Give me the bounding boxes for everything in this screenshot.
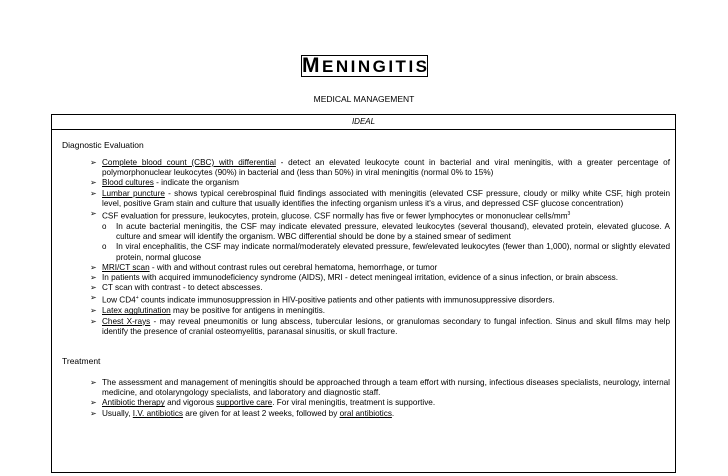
list-item (90, 263, 670, 273)
latex-text: may be positive for antigens in meningitis. (170, 306, 326, 316)
csf-superscript: 3 (567, 211, 571, 218)
arrow-bullet-icon: ➢ (90, 158, 97, 167)
title-rest: ENINGITIS (322, 57, 430, 76)
treatment-item3-post: . (391, 408, 395, 418)
arrow-bullet-icon: ➢ (90, 188, 97, 198)
list-item (90, 409, 670, 419)
cd4-superscript: + (135, 295, 139, 302)
arrow-bullet-icon: ➢ (90, 293, 97, 303)
document-title (301, 55, 428, 77)
list-item (90, 178, 670, 188)
document-subtitle: MEDICAL MANAGEMENT (313, 94, 415, 104)
arrow-bullet-icon: ➢ (90, 398, 97, 408)
cbc-text: - detect an elevated leukocyte count in bacterial and viral meningitis, with a greater percentage of polymorphonuclear leukocytes (90%) in bacterial and (less than 50%) in viral meningitis (normal 0% to 15%) (102, 158, 670, 178)
title-initial: M (302, 54, 322, 77)
list-item (90, 293, 670, 306)
circle-bullet-icon: o (102, 242, 107, 252)
treatment-heading: Treatment (62, 356, 101, 366)
chest-xray-link[interactable]: Chest X-rays (102, 316, 151, 326)
treatment-item3-pre: Usually, (102, 408, 133, 418)
arrow-bullet-icon: ➢ (90, 272, 97, 282)
ct-scan-text: CT scan with contrast - to detect abscesses. (102, 283, 263, 293)
diagnostic-heading: Diagnostic Evaluation (62, 140, 144, 150)
lumbar-puncture-text: - shows typical cerebrospinal fluid findings associated with meningitis (elevated CSF pressure, cloudy or milky white CSF, high protein level, positive Gram stain and culture that usually identifies the infecting organism unless it's a virus, and depressed CSF glucose concentration) (102, 188, 670, 208)
diagnostic-list (90, 158, 670, 337)
arrow-bullet-icon: ➢ (90, 178, 97, 188)
cd4-text-pre: Low CD4 (102, 296, 136, 306)
list-item (90, 158, 670, 178)
list-item (90, 283, 670, 293)
list-item (90, 398, 670, 408)
blood-cultures-link[interactable]: Blood cultures (102, 178, 154, 188)
supportive-care-link[interactable]: supportive care (216, 398, 273, 408)
circle-bullet-icon: o (102, 221, 107, 231)
treatment-team-text: The assessment and management of meningitis should be approached through a team effort with nursing, infectious diseases specialists, neurology, internal medicine, and otolaryngology specialists, and laboratory and diagnostic staff. (102, 378, 670, 398)
treatment-item3-mid: are given for at least 2 weeks, followed by (183, 408, 340, 418)
list-item (90, 209, 670, 222)
csf-evaluation-text: CSF evaluation for pressure, leukocytes, protein, glucose. CSF normally has five or fewer lymphocytes or mononuclear cells/mm (102, 211, 568, 221)
list-item (90, 189, 670, 209)
list-item (90, 306, 670, 316)
list-subitem (90, 242, 670, 262)
csf-bacterial-text: In acute bacterial meningitis, the CSF may indicate elevated pressure, elevated leukocytes (several thousand), elevated protein, elevated glucose. A culture and smear will identify the organism. WBC differential should be done by a stained smear of sediment (116, 221, 670, 242)
cbc-link[interactable]: Complete blood count (CBC) with differential (102, 158, 276, 167)
chest-xray-text: - may reveal pneumonitis or lung abscess, tubercular lesions, or granulomas secondary to fungal infection. Sinus and skull films may help identify the presence of cranial osteomyelitis, paranasal sinusitis, or skull fracture. (102, 316, 670, 336)
arrow-bullet-icon: ➢ (90, 209, 97, 219)
arrow-bullet-icon: ➢ (90, 306, 97, 316)
arrow-bullet-icon: ➢ (90, 283, 97, 293)
list-item (90, 273, 670, 283)
antibiotic-therapy-link[interactable]: Antibiotic therapy (102, 398, 165, 408)
treatment-item2-post: . For viral meningitis, treatment is supportive. (272, 398, 436, 408)
iv-antibiotics-link[interactable]: I.V. antibiotics (132, 408, 184, 418)
list-item (90, 378, 670, 398)
arrow-bullet-icon: ➢ (90, 262, 97, 272)
csf-viral-text: In viral encephalitis, the CSF may indicate normal/moderately elevated pressure, few/elevated leukocytes (fewer than 1,000), normal or slightly elevated protein, normal glucose (116, 242, 670, 262)
lumbar-puncture-link[interactable]: Lumbar puncture (102, 188, 165, 198)
treatment-list (90, 378, 670, 419)
mri-ct-link[interactable]: MRI/CT scan (102, 262, 150, 272)
treatment-item2-mid: and vigorous (164, 398, 217, 408)
cd4-text-post: counts indicate immunosuppression in HIV-positive patients and other patients with immunosuppressive disorders. (138, 296, 555, 306)
arrow-bullet-icon: ➢ (90, 408, 97, 418)
table-header: IDEAL (52, 115, 675, 130)
arrow-bullet-icon: ➢ (90, 378, 97, 387)
mri-ct-text: - with and without contrast rules out cerebral hematoma, hemorrhage, or tumor (149, 262, 438, 272)
blood-cultures-text: - indicate the organism (153, 178, 239, 188)
list-item (90, 317, 670, 337)
arrow-bullet-icon: ➢ (90, 316, 97, 326)
list-subitem (90, 222, 670, 242)
aids-text: In patients with acquired immunodeficiency syndrome (AIDS), MRI - detect meningeal irritation, evidence of a sinus infection, or brain abscess. (102, 272, 619, 282)
latex-agglutination-link[interactable]: Latex agglutination (102, 306, 171, 316)
oral-antibiotics-link[interactable]: oral antibiotics (339, 408, 392, 418)
